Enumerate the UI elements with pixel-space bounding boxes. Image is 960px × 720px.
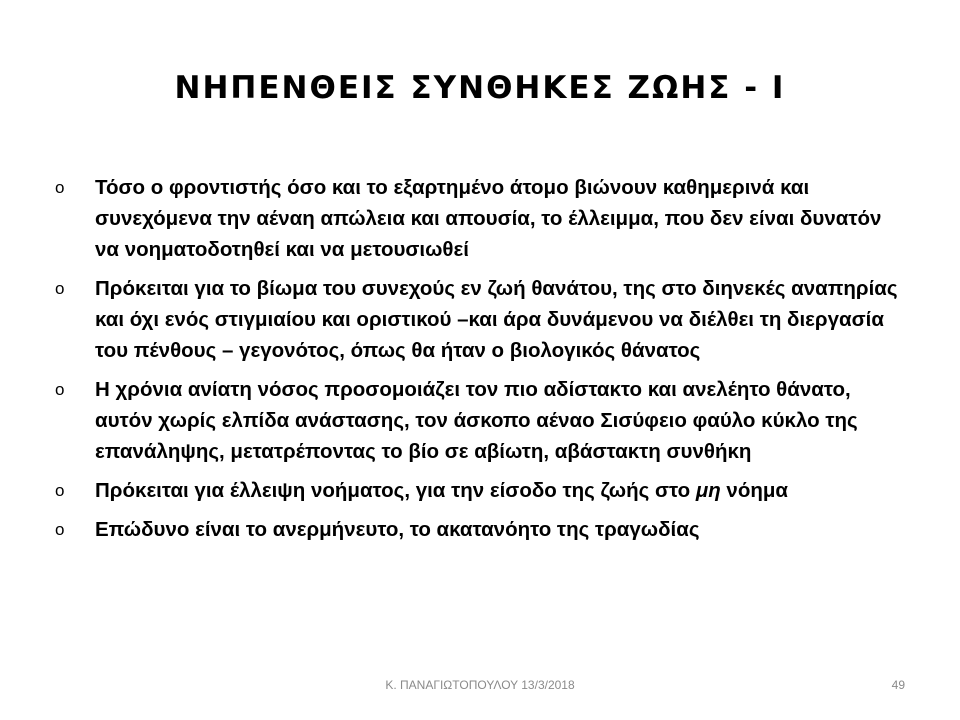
bullet-text-before: Πρόκειται για έλλειψη νοήματος, για την είσοδο της ζωής στο [95,479,696,502]
bullet-marker: o [55,481,65,500]
bullet-text-after: νόημα [720,479,789,502]
bullet-item [55,514,905,545]
bullet-text [95,479,788,502]
bullet-text-emphasis: μη [695,479,721,502]
bullet-item [55,172,905,265]
bullet-marker: o [55,178,65,197]
footer-text: Κ. ΠΑΝΑΓΙΩΤΟΠΟΥΛΟΥ 13/3/2018 [385,678,575,692]
bullet-item [55,374,905,467]
bullet-item [55,475,905,506]
bullet-item [55,273,905,366]
bullet-marker: o [55,520,65,539]
bullet-text: Πρόκειται για το βίωμα του συνεχούς εν ζωή θανάτου, της στο διηνεκές αναπηρίας και όχι ενός στιγμιαίου και οριστικού –και άρα δυνάμενου να διέλθει τη διεργασία του πένθους – γεγονότος, όπως θα ήταν ο βιολογικός θάνατος [95,277,898,362]
bullet-text: Τόσο ο φροντιστής όσο και το εξαρτημένο άτομο βιώνουν καθημερινά και συνεχόμενα την αέναη απώλεια και απουσία, το έλλειμμα, που δεν είναι δυνατόν να νοηματοδοτηθεί και να μετουσιωθεί [95,176,882,261]
bullet-text: Επώδυνο είναι το ανερμήνευτο, το ακατανόητο της τραγωδίας [95,518,700,541]
slide-title: ΝΗΠΕΝΘΕΙΣ ΣΥΝΘΗΚΕΣ ΖΩΗΣ - Ι [174,70,786,106]
bullet-marker: o [55,279,65,298]
bullet-marker: o [55,380,65,399]
page-number: 49 [891,678,905,692]
bullet-list [55,172,905,553]
bullet-text: Η χρόνια ανίατη νόσος προσομοιάζει τον πιο αδίστακτο και ανελέητο θάνατο, αυτόν χωρίς ελπίδα ανάστασης, τον άσκοπο αέναο Σισύφειο φαύλο κύκλο της επανάληψης, μετατρέποντας το βίο σε αβίωτη, αβάστακτη συνθήκη [95,378,858,463]
